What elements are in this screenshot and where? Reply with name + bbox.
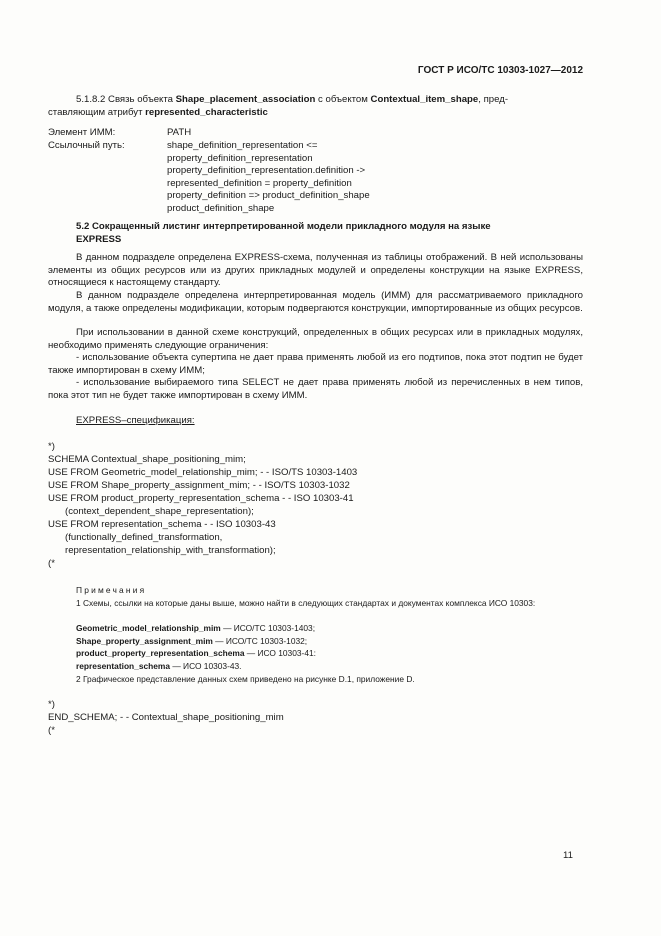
document-header: ГОСТ Р ИСО/ТС 10303-1027—2012 [417, 65, 583, 76]
page-number: 11 [563, 850, 573, 861]
note-item: 1 Схемы, ссылки на которые даны выше, можно найти в следующих стандартах и документах комплекса ИСО 10303: [76, 598, 536, 608]
ref-path-label: Ссылочный путь: [48, 140, 125, 151]
section-52-title-cont: EXPRESS [76, 233, 122, 245]
paragraph: В данном подразделе определена интерпретированная модель (ИММ) для рассматриваемого прикладного модуля, а также определены модификации, которым подвергаются конструкции, импортированные из общих ресурсов. [48, 290, 583, 314]
code-line: (* [48, 558, 55, 569]
code-line: SCHEMA Contextual_shape_positioning_mim; [48, 454, 246, 465]
attribute-name: represented_characteristic [145, 107, 268, 118]
ref-path-line: product_definition_shape [167, 202, 275, 214]
paragraph: - использование выбираемого типа SELECT не дает права применять любой из перечисленных в нем типов, пока этот тип не будет также импортирован в схему ИММ. [48, 377, 583, 401]
code-line: representation_relationship_with_transformation); [65, 545, 276, 556]
section-52-title: 5.2 Сокращенный листинг интерпретированной модели прикладного модуля на языке [76, 221, 491, 232]
ref-path-line: represented_definition = property_definition [167, 177, 352, 189]
note-ref: product_property_representation_schema — ИСО 10303-41: [76, 648, 316, 658]
note-ref: Shape_property_assignment_mim — ИСО/ТС 10303-1032; [76, 635, 308, 646]
element-label: Элемент ИММ: [48, 127, 116, 138]
code-line: (* [48, 725, 55, 736]
notes-title: Примечания [76, 585, 147, 595]
code-line: *) [48, 441, 55, 452]
code-line: (functionally_defined_transformation, [65, 532, 223, 543]
ref-path-line: property_definition_representation [167, 152, 313, 164]
note-ref: representation_schema — ИСО 10303-43. [76, 660, 242, 671]
code-line: USE FROM Geometric_model_relationship_mim; - - ISO/TS 10303-1403 [48, 467, 358, 478]
section-5182-text-cont: ставляющим атрибут represented_characteristic [48, 107, 268, 118]
express-spec-label: EXPRESS–спецификация: [76, 415, 195, 426]
entity-name: Contextual_item_shape [370, 94, 479, 105]
code-line: USE FROM Shape_property_assignment_mim; - - ISO/TS 10303-1032 [48, 480, 350, 491]
note-item: 2 Графическое представление данных схем приведено на рисунке D.1, приложение D. [76, 674, 415, 684]
code-line: USE FROM product_property_representation_schema - - ISO 10303-41 [48, 493, 354, 504]
ref-path-line: property_definition => product_definition_shape [167, 190, 370, 201]
ref-path-line: property_definition_representation.definition -> [167, 165, 366, 176]
code-line: (context_dependent_shape_representation); [65, 506, 254, 517]
code-line: USE FROM representation_schema - - ISO 10303-43 [48, 519, 276, 530]
section-number: 5.1.8.2 [76, 94, 106, 105]
ref-path-line: shape_definition_representation <= [167, 140, 318, 151]
paragraph: - использование объекта супертипа не дает права применять любой из его подтипов, пока этот подтип не будет также импортирован в схему ИММ; [48, 352, 583, 376]
paragraph: В данном подразделе определена EXPRESS-схема, полученная из таблицы отображений. В ней использованы элементы из общих ресурсов или из других прикладных модулей и определены конструкции на языке EXPRESS, относящиеся к настоящему стандарту. [48, 252, 583, 289]
paragraph: При использовании в данной схеме конструкций, определенных в общих ресурсах или в прикладных модулях, необходимо применять следующие ограничения: [48, 327, 583, 351]
code-line: *) [48, 699, 55, 710]
element-value: PATH [167, 127, 192, 138]
entity-name: Shape_placement_association [175, 94, 316, 105]
section-5182-text: 5.1.8.2 Связь объекта Shape_placement_association с объектом Contextual_item_shape, пред- [76, 94, 509, 105]
note-ref: Geometric_model_relationship_mim — ИСО/ТС 10303-1403; [76, 623, 316, 633]
code-line: END_SCHEMA; - - Contextual_shape_positioning_mim [48, 712, 284, 723]
